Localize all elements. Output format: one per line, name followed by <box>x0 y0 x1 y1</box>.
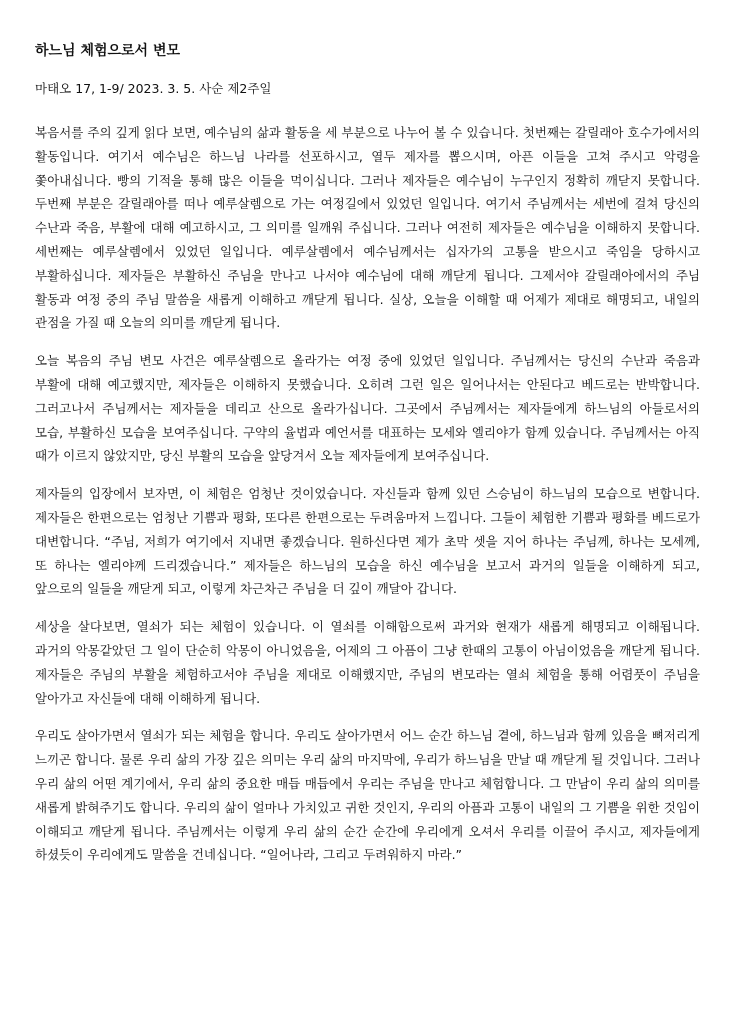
document-page <box>35 42 700 881</box>
paragraph-1: 복음서를 주의 깊게 읽다 보면, 예수님의 삶과 활동을 세 부분으로 나누어 볼 수 있습니다. 첫번째는 갈릴래아 호수가에서의 활동입니다. 여기서 예수님은 하느님 나라를 선포하시고, 열두 제자를 뽑으시며, 아픈 이들을 고쳐 주시고 악령을 쫓아내십니다. 빵의 기적을 통해 많은 이들을 먹이십니다. 그러나 제자들은 예수님이 누구인지 정확히 깨닫지 못합니다. 두번째 부분은 갈릴래아를 떠나 예루살렘으로 가는 여정길에서 있었던 일입니다. 여기서 주님께서는 세번에 걸쳐 당신의 수난과 죽음, 부활에 대해 예고하시고, 그 의미를 일깨워 주십니다. 그러나 여전히 제자들은 예수님을 이해하지 못합니다. 세번째는 예루살렘에서 있었던 일입니다. 예루살렘에서 예수님께서는 십자가의 고통을 받으시고 죽임을 당하시고 부활하십니다. 제자들은 부활하신 주님을 만나고 나서야 예수님에 대해 깨닫게 됩니다. 그제서야 갈릴래아에서의 주님 활동과 여정 중의 주님 말씀을 새롭게 이해하고 깨닫게 됩니다. 실상, 오늘을 이해할 때 어제가 제대로 해명되고, 내일의 관점을 가질 때 오늘의 의미를 깨닫게 됩니다. <box>35 125 700 331</box>
document-title: 하느님 체험으로서 변모 <box>35 43 180 59</box>
paragraph-3: 제자들의 입장에서 보자면, 이 체험은 엄청난 것이었습니다. 자신들과 함께 있던 스승님이 하느님의 모습으로 변합니다. 제자들은 한편으로는 엄청난 기쁨과 평화, 또다른 한편으로는 두려움마저 느낍니다. 그들이 체험한 기쁨과 평화를 베드로가 대변합니다. “주님, 저희가 여기에서 지내면 좋겠습니다. 원하신다면 제가 초막 셋을 지어 하나는 주님께, 하나는 모세께, 또 하나는 엘리야께 드리겠습니다.” 제자들은 하느님의 모습을 하신 예수님을 보고서 과거의 일들을 이해하게 되고, 앞으로의 일들을 깨닫게 되고, 이렇게 차근차근 주님을 더 깊이 깨달아 갑니다. <box>35 486 700 597</box>
document-subtitle: 마태오 17, 1-9/ 2023. 3. 5. 사순 제2주일 <box>35 81 272 96</box>
paragraph-5: 우리도 살아가면서 열쇠가 되는 체험을 합니다. 우리도 살아가면서 어느 순간 하느님 곁에, 하느님과 함께 있음을 뼈저리게 느끼곤 합니다. 물론 우리 삶의 가장 깊은 의미는 우리 삶의 마지막에, 우리가 하느님을 만날 때 깨닫게 될 것입니다. 그러나 우리 삶의 어떤 계기에서, 우리 삶의 중요한 매듭 매듭에서 우리는 주님을 만나고 체험합니다. 그 만남이 우리 삶의 의미를 새롭게 밝혀주기도 합니다. 우리의 삶이 얼마나 가치있고 귀한 것인지, 우리의 아픔과 고통이 내일의 그 기쁨을 위한 것임이 이해되고 깨닫게 됩니다. 주님께서는 이렇게 우리 삶의 순간 순간에 우리에게 오셔서 우리를 이끌어 주시고, 제자들에게 하셨듯이 우리에게도 말씀을 건네십니다. “일어나라, 그리고 두려워하지 마라.” <box>35 728 700 863</box>
paragraph-4: 세상을 살다보면, 열쇠가 되는 체험이 있습니다. 이 열쇠를 이해함으로써 과거와 현재가 새롭게 해명되고 이해됩니다. 과거의 악몽같았던 그 일이 단순히 악몽이 아니었음을, 어제의 그 아픔이 그냥 한때의 고통이 아님이었음을 깨닫게 됩니다. 제자들은 주님의 부활을 체험하고서야 주님을 제대로 이해했지만, 주님의 변모라는 열쇠 체험을 통해 어렴풋이 주님을 알아가고 자신들에 대해 이해하게 됩니다. <box>35 619 700 706</box>
paragraph-2: 오늘 복음의 주님 변모 사건은 예루살렘으로 올라가는 여정 중에 있었던 일입니다. 주님께서는 당신의 수난과 죽음과 부활에 대해 예고했지만, 제자들은 이해하지 못했습니다. 오히려 그런 일은 일어나서는 안된다고 베드로는 반박합니다. 그러고나서 주님께서는 제자들을 데리고 산으로 올라가십니다. 그곳에서 주님께서는 제자들에게 하느님의 아들로서의 모습, 부활하신 모습을 보여주십니다. 구약의 율법과 예언서를 대표하는 모세와 엘리야가 함께 있습니다. 주님께서는 아직 때가 이르지 않았지만, 당신 부활의 모습을 앞당겨서 오늘 제자들에게 보여주십니다. <box>35 353 700 464</box>
